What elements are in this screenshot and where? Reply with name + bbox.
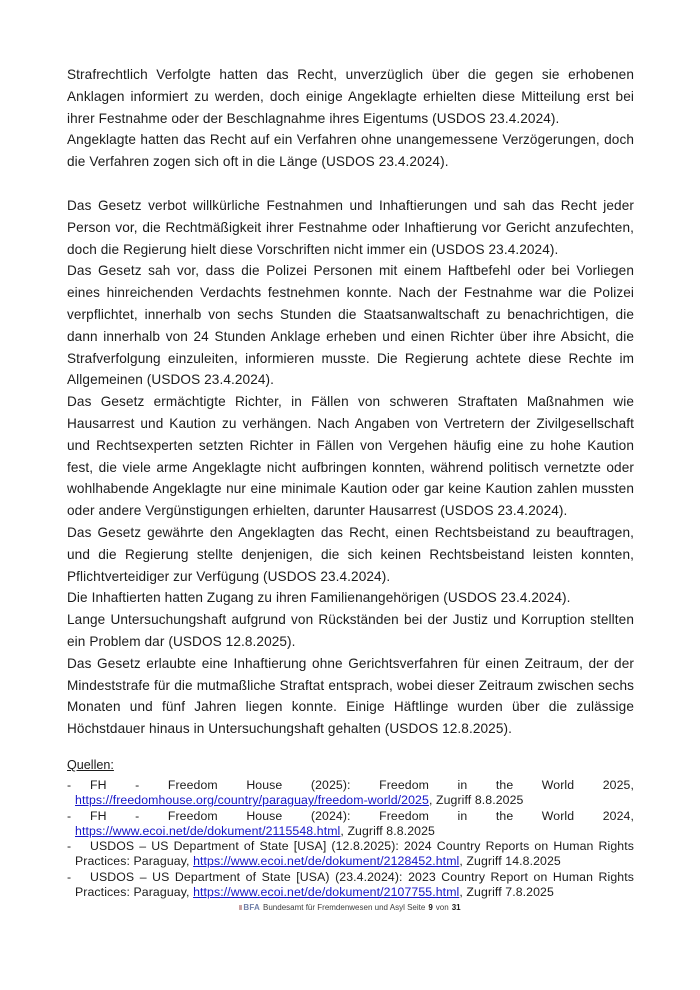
page-footer: [0, 903, 700, 913]
source-pre-text: FH - Freedom House (2025): Freedom in the World 2025,: [90, 777, 634, 792]
body-paragraph: Das Gesetz erlaubte eine Inhaftierung ohne Gerichtsverfahren für einen Zeitraum, der der Mindeststrafe für die mutmaßliche Straftat entsprach, wobei dieser Zeitraum zwischen sechs Monaten und fünf Jahren liegen konnte. Einige Häftlinge wurden über die zulässige Höchstdauer hinaus in Untersuchungshaft gehalten (USDOS 12.8.2025).: [67, 655, 634, 737]
footer-von-label: von: [435, 903, 449, 912]
source-item: [67, 809, 634, 840]
source-link[interactable]: https://www.ecoi.net/de/dokument/2107755.html: [193, 884, 460, 899]
footer-page-number: 9: [428, 903, 433, 912]
source-post-text: , Zugriff 8.8.2025: [340, 823, 435, 838]
body-paragraph: Strafrechtlich Verfolgte hatten das Recht, unverzüglich über die gegen sie erhobenen Anklagen informiert zu werden, doch einige Angeklagte erhielten diese Mitteilung erst bei ihrer Festnahme oder der Beschlagnahme ihres Eigentums (USDOS 23.4.2024).: [67, 67, 634, 126]
bullet-dash: -: [67, 839, 72, 854]
bullet-dash: -: [67, 869, 72, 884]
source-pre-text: USDOS – US Department of State [USA) (23.4.2024): 2023 Country Report on Human Rights Practices: Paraguay,: [75, 869, 634, 899]
source-post-text: , Zugriff 8.8.2025: [428, 793, 524, 808]
source-pre-text: USDOS – US Department of State [USA] (12.8.2025): 2024 Country Reports on Human Rights Practices: Paraguay,: [75, 839, 634, 869]
body-paragraph: Das Gesetz sah vor, dass die Polizei Personen mit einem Haftbefehl oder bei Vorliegen eines hinreichenden Verdachts festnehmen konnte. Nach der Festnahme war die Polizei verpflichtet, innerhalb von sechs Stunden die Staatsanwaltschaft zu benachrichtigen, die dann innerhalb von 24 Stunden Anklage erheben und einen Richter über ihre Absicht, die Strafverfolgung einzuleiten, informieren musste. Die Regierung achtete diese Rechte im Allgemeinen (USDOS 23.4.2024).: [67, 263, 634, 388]
source-post-text: , Zugriff 7.8.2025: [459, 884, 554, 899]
body-paragraph: Die Inhaftierten hatten Zugang zu ihren Familienangehörigen (USDOS 23.4.2024).: [67, 590, 571, 606]
source-link[interactable]: https://www.ecoi.net/de/dokument/2128452.html: [193, 854, 460, 869]
document-body: [67, 64, 634, 900]
source-link[interactable]: https://www.ecoi.net/de/dokument/2115548.html: [75, 823, 341, 838]
sources-list: [67, 778, 634, 900]
source-item: [67, 870, 634, 901]
body-paragraph: Das Gesetz gewährte den Angeklagten das Recht, einen Rechtsbeistand zu beauftragen, und die Regierung stellte denjenigen, die sich keinen Rechtsbeistand leisten konnten, Pflichtverteidiger zur Verfügung (USDOS 23.4.2024).: [67, 524, 634, 584]
source-pre-text: FH - Freedom House (2024): Freedom in the World 2024,: [90, 808, 634, 823]
body-paragraph: Das Gesetz ermächtigte Richter, in Fällen von schweren Straftaten Maßnahmen wie Hausarrest und Kaution zu verhängen. Nach Angaben von Vertretern der Zivilgesellschaft und Rechtsexperten setzten Richter in Fällen von Vergehen häufig eine zu hohe Kaution fest, die viele arme Angeklagte nicht aufbringen konnten, während politisch vernetzte oder wohlhabende Angeklagte nur eine minimale Kaution oder gar keine Kaution zahlen mussten oder andere Vergünstigungen erhielten, darunter Hausarrest (USDOS 23.4.2024).: [67, 394, 634, 519]
bullet-dash: -: [67, 808, 72, 823]
bfa-logo: [239, 903, 260, 913]
bfa-flag-icon: [239, 905, 242, 910]
source-post-text: , Zugriff 14.8.2025: [459, 854, 561, 869]
bullet-dash: -: [67, 777, 72, 792]
body-paragraph: Das Gesetz verbot willkürliche Festnahmen und Inhaftierungen und sah das Recht jeder Person vor, die Rechtmäßigkeit ihrer Festnahme oder Inhaftierung vor Gericht anzufechten, doch die Regierung hielt diese Vorschriften nicht immer ein (USDOS 23.4.2024).: [67, 197, 634, 257]
bfa-logo-text: BFA: [243, 903, 261, 912]
source-item: [67, 778, 634, 809]
sources-heading: Quellen:: [67, 757, 114, 772]
body-paragraph: Angeklagte hatten das Recht auf ein Verfahren ohne unangemessene Verzögerungen, doch die Verfahren zogen sich oft in die Länge (USDOS 23.4.2024).: [67, 132, 634, 170]
source-item: [67, 839, 634, 870]
footer-page-total: 31: [451, 903, 461, 912]
body-paragraph: Lange Untersuchungshaft aufgrund von Rückständen bei der Justiz und Korruption stellten ein Problem dar (USDOS 12.8.2025).: [67, 612, 634, 649]
source-link[interactable]: https://freedomhouse.org/country/paraguay/freedom-world/2025: [75, 793, 429, 808]
footer-office-label: Bundesamt für Fremdenwesen und Asyl Seite: [263, 903, 426, 912]
